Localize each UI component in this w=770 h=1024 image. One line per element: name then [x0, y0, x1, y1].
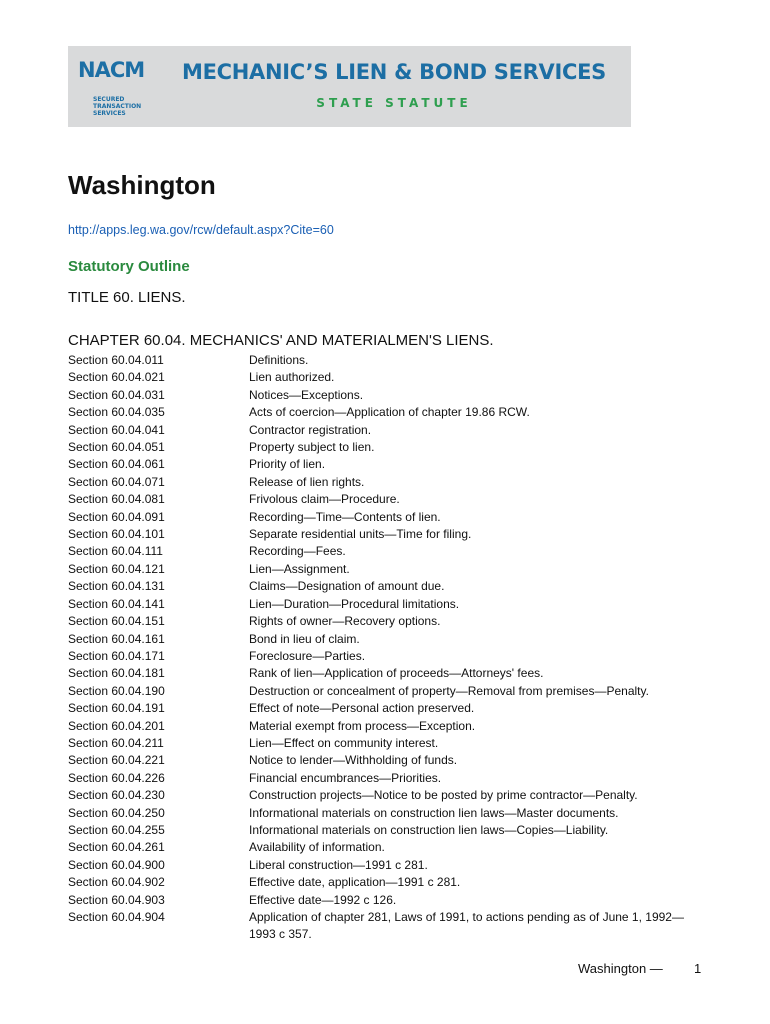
- section-description: Claims—Designation of amount due.: [249, 579, 445, 594]
- section-row: [68, 422, 708, 439]
- section-row: [68, 474, 708, 491]
- section-row: [68, 526, 708, 543]
- nacm-logo: [78, 54, 148, 122]
- page-number: 1: [694, 961, 702, 976]
- section-number: Section 60.04.021: [68, 370, 165, 385]
- section-description: Recording—Fees.: [249, 544, 346, 559]
- section-row: [68, 596, 708, 613]
- logo-wordmark: NACM: [78, 58, 145, 82]
- section-number: Section 60.04.151: [68, 614, 165, 629]
- section-number: Section 60.04.011: [68, 353, 164, 367]
- section-row: [68, 648, 708, 665]
- section-row: [68, 509, 708, 526]
- section-list: [68, 352, 708, 944]
- outline-heading: Statutory Outline: [68, 258, 190, 275]
- chapter-heading: CHAPTER 60.04. MECHANICS' AND MATERIALMEN'S LIENS.: [68, 332, 494, 349]
- section-row: [68, 561, 708, 578]
- section-description: Priority of lien.: [249, 457, 326, 472]
- section-row: [68, 752, 708, 769]
- section-row: [68, 387, 708, 404]
- section-number: Section 60.04.091: [68, 509, 165, 524]
- statute-link[interactable]: http://apps.leg.wa.gov/rcw/default.aspx?Cite=60: [68, 223, 334, 237]
- section-description: Lien—Assignment.: [249, 561, 350, 576]
- section-description: Lien—Effect on community interest.: [249, 735, 439, 750]
- section-row: [68, 857, 708, 874]
- section-number: Section 60.04.071: [68, 474, 165, 489]
- section-number: Section 60.04.035: [68, 405, 165, 420]
- section-row: [68, 439, 708, 456]
- section-row: [68, 665, 708, 682]
- header-banner: [68, 46, 631, 127]
- section-number: Section 60.04.250: [68, 805, 165, 820]
- section-number: Section 60.04.900: [68, 857, 165, 872]
- section-number: Section 60.04.051: [68, 440, 165, 455]
- section-description: Informational materials on construction lien laws—Copies—Liability.: [249, 822, 609, 837]
- section-number: Section 60.04.211: [68, 735, 164, 750]
- logo-subtext: SECURED TRANSACTION SERVICES: [93, 96, 142, 117]
- section-row: [68, 892, 708, 909]
- section-row: [68, 822, 708, 839]
- section-row: [68, 839, 708, 856]
- section-row: [68, 456, 708, 473]
- section-row: [68, 613, 708, 630]
- section-number: Section 60.04.101: [68, 527, 165, 542]
- title-heading: TITLE 60. LIENS.: [68, 289, 186, 306]
- section-number: Section 60.04.141: [68, 596, 165, 611]
- section-description: Availability of information.: [249, 840, 385, 855]
- section-row: [68, 735, 708, 752]
- section-description: Frivolous claim—Procedure.: [249, 492, 400, 507]
- section-number: Section 60.04.031: [68, 387, 165, 402]
- section-row: [68, 352, 708, 369]
- section-description: Material exempt from process—Exception.: [249, 718, 476, 733]
- section-number: Section 60.04.041: [68, 422, 165, 437]
- section-description: Bond in lieu of claim.: [249, 631, 360, 646]
- section-description: Recording—Time—Contents of lien.: [249, 509, 441, 524]
- section-number: Section 60.04.121: [68, 561, 165, 576]
- section-number: Section 60.04.191: [68, 701, 165, 716]
- section-description: Construction projects—Notice to be posted by prime contractor—Penalty.: [249, 788, 638, 803]
- section-number: Section 60.04.201: [68, 718, 165, 733]
- section-row: [68, 770, 708, 787]
- banner-title: MECHANIC’S LIEN & BOND SERVICES: [182, 60, 606, 84]
- section-row: [68, 491, 708, 508]
- section-row: [68, 718, 708, 735]
- section-number: Section 60.04.111: [68, 544, 163, 559]
- section-number: Section 60.04.230: [68, 788, 165, 803]
- section-description: Application of chapter 281, Laws of 1991, to actions pending as of June 1, 1992—1993 c 357.: [249, 910, 684, 942]
- section-number: Section 60.04.081: [68, 492, 165, 507]
- banner-subtitle: STATE STATUTE: [316, 96, 472, 110]
- section-row: [68, 683, 708, 700]
- section-description: Destruction or concealment of property—Removal from premises—Penalty.: [249, 683, 649, 698]
- section-description: Property subject to lien.: [249, 440, 375, 455]
- section-number: Section 60.04.902: [68, 875, 165, 890]
- section-description: Rank of lien—Application of proceeds—Attorneys' fees.: [249, 666, 544, 681]
- section-row: [68, 787, 708, 804]
- section-description: Notice to lender—Withholding of funds.: [249, 753, 458, 768]
- footer-label: Washington —: [578, 961, 663, 976]
- section-description: Effective date, application—1991 c 281.: [249, 875, 461, 890]
- section-row: [68, 909, 708, 944]
- section-description: Foreclosure—Parties.: [249, 648, 366, 663]
- section-description: Separate residential units—Time for filing.: [249, 527, 472, 542]
- section-number: Section 60.04.171: [68, 648, 165, 663]
- section-row: [68, 404, 708, 421]
- section-description: Rights of owner—Recovery options.: [249, 614, 441, 629]
- section-description: Liberal construction—1991 c 281.: [249, 857, 428, 872]
- section-description: Notices—Exceptions.: [249, 387, 364, 402]
- section-description: Contractor registration.: [249, 422, 372, 437]
- section-row: [68, 369, 708, 386]
- section-description: Effective date—1992 c 126.: [249, 892, 397, 907]
- section-description: Effect of note—Personal action preserved.: [249, 701, 475, 716]
- section-row: [68, 578, 708, 595]
- section-number: Section 60.04.190: [68, 683, 165, 698]
- section-description: Lien authorized.: [249, 370, 335, 385]
- section-number: Section 60.04.261: [68, 840, 165, 855]
- page-title: Washington: [68, 170, 216, 200]
- section-row: [68, 700, 708, 717]
- section-number: Section 60.04.903: [68, 892, 165, 907]
- section-number: Section 60.04.226: [68, 770, 165, 785]
- section-description: Informational materials on construction lien laws—Master documents.: [249, 805, 619, 820]
- section-description: Lien—Duration—Procedural limitations.: [249, 596, 460, 611]
- section-description: Release of lien rights.: [249, 474, 365, 489]
- section-row: [68, 874, 708, 891]
- section-description: Acts of coercion—Application of chapter 19.86 RCW.: [249, 405, 530, 420]
- section-number: Section 60.04.061: [68, 457, 165, 472]
- section-row: [68, 805, 708, 822]
- section-number: Section 60.04.161: [68, 631, 165, 646]
- section-number: Section 60.04.131: [68, 579, 165, 594]
- section-number: Section 60.04.904: [68, 910, 165, 924]
- section-number: Section 60.04.255: [68, 822, 165, 837]
- section-row: [68, 631, 708, 648]
- section-description: Financial encumbrances—Priorities.: [249, 770, 442, 785]
- section-number: Section 60.04.221: [68, 753, 165, 768]
- section-row: [68, 543, 708, 560]
- section-number: Section 60.04.181: [68, 666, 165, 681]
- section-description: Definitions.: [249, 353, 309, 367]
